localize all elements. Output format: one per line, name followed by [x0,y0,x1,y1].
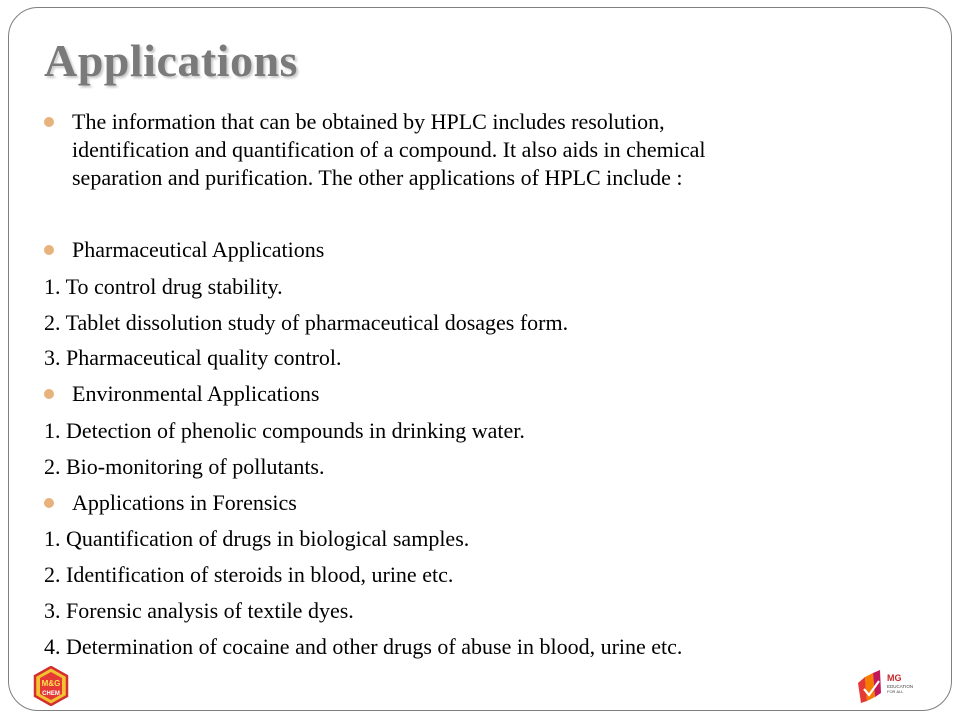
logo-text-bottom: FOR ALL [887,689,904,694]
section-heading-label: Applications in Forensics [72,490,297,515]
list-item: 1. To control drug stability. [44,274,283,299]
list-item: 2. Identification of steroids in blood, urine etc. [44,562,454,587]
bullet-dot-icon [44,498,54,508]
intro-line-3: separation and purification. The other applications of HPLC include : [72,165,683,190]
logo-text-top: MG [887,673,902,683]
intro-line-2: identification and quantification of a compound. It also aids in chemical [72,137,706,162]
bullet-dot-icon [44,245,54,255]
intro-line-1: The information that can be obtained by HPLC includes resolution, [72,109,665,134]
list-item: 4. Determination of cocaine and other drugs of abuse in blood, urine etc. [44,634,683,659]
logo-text-bottom: CHEM [42,691,60,697]
list-item: 1. Quantification of drugs in biological samples. [44,526,470,551]
page-title: Applications [44,35,298,86]
bullet-dot-icon [44,389,54,399]
bullet-dot-icon [44,117,54,127]
logo-text-mid: EDUCATION [887,684,914,689]
logo-text-top: M&G [41,679,61,688]
list-item: 3. Forensic analysis of textile dyes. [44,598,354,623]
section-heading-label: Pharmaceutical Applications [72,237,325,262]
section-heading-label: Environmental Applications [72,381,320,406]
mg-education-logo-icon [855,667,935,707]
list-item: 3. Pharmaceutical quality control. [44,345,342,370]
list-item: 2. Bio-monitoring of pollutants. [44,454,325,479]
list-item: 1. Detection of phenolic compounds in drinking water. [44,418,525,443]
mg-chem-logo-icon [33,666,69,706]
list-item: 2. Tablet dissolution study of pharmaceutical dosages form. [44,310,569,335]
